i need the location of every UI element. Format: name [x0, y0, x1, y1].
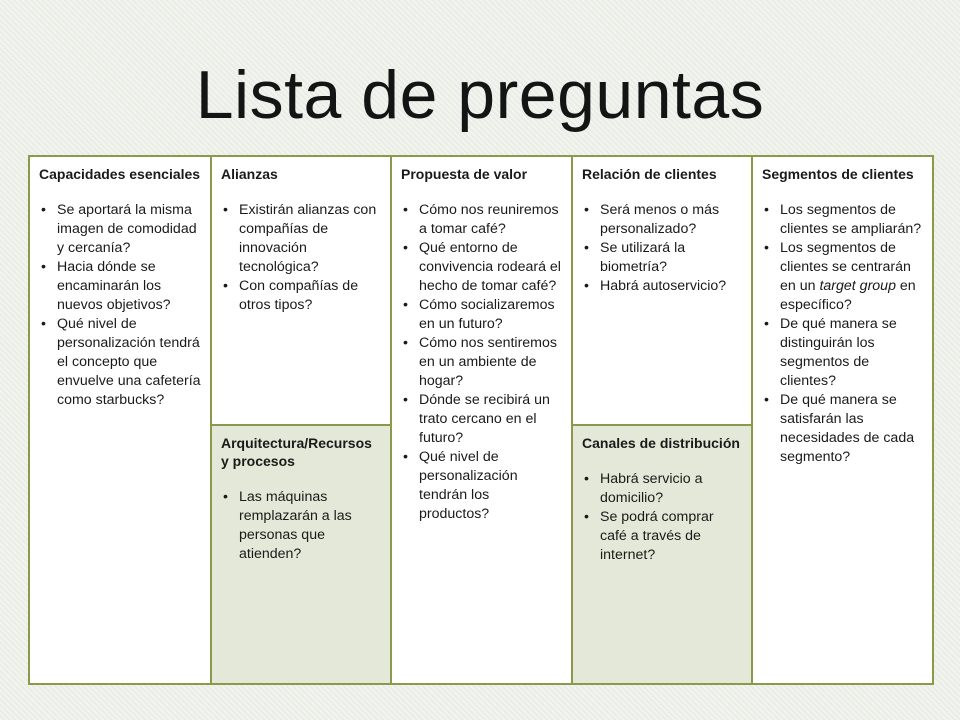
question-list [221, 201, 382, 315]
question-item: • De qué manera se distinguirán los segmentos de clientes? [762, 315, 924, 391]
cell-segmentos-clientes [752, 156, 933, 684]
question-item: • Hacia dónde se encaminarán los nuevos objetivos? [39, 258, 202, 315]
question-list [582, 470, 743, 565]
question-item: • Cómo nos sentiremos en un ambiente de hogar? [401, 334, 563, 391]
question-item: • Cómo socializaremos en un futuro? [401, 296, 563, 334]
question-item: • Con compañías de otros tipos? [221, 277, 382, 315]
cell-propuesta-valor [391, 156, 572, 684]
question-item: • Se podrá comprar café a través de internet? [582, 508, 743, 565]
cell-heading: Relación de clientes [582, 166, 717, 182]
question-item [762, 239, 924, 315]
cell-capacidades [29, 156, 211, 684]
question-item: • Se aportará la misma imagen de comodidad y cercanía? [39, 201, 202, 258]
cell-heading: Propuesta de valor [401, 166, 528, 182]
question-text-part: Los segmentos de clientes se centrarán en un [780, 240, 911, 294]
question-item: • Se utilizará la biometría? [582, 239, 743, 277]
question-list [39, 201, 202, 410]
cell-canales-distribucion [572, 425, 752, 684]
question-item: • Habrá autoservicio? [582, 277, 743, 296]
business-canvas-table [28, 155, 934, 685]
question-item: • Las máquinas remplazarán a las personas que atienden? [221, 488, 382, 564]
cell-relacion-clientes [572, 156, 752, 425]
slide-title: Lista de preguntas [195, 57, 765, 133]
question-item: • Será menos o más personalizado? [582, 201, 743, 239]
cell-heading: Arquitectura/Recursos y procesos [221, 435, 372, 469]
question-item: • Qué nivel de personalización tendrá el concepto que envuelve una cafetería como starbucks? [39, 315, 202, 410]
question-item: • Cómo nos reuniremos a tomar café? [401, 201, 563, 239]
question-item: • Qué entorno de convivencia rodeará el hecho de tomar café? [401, 239, 563, 296]
cell-heading: Alianzas [221, 166, 278, 182]
question-list [221, 488, 382, 564]
question-text-part: en específico? [780, 278, 916, 313]
cell-heading: Capacidades esenciales [39, 166, 201, 182]
cell-heading: Canales de distribución [582, 435, 740, 451]
question-item: • Dónde se recibirá un trato cercano en el futuro? [401, 391, 563, 448]
question-item: • Los segmentos de clientes se ampliarán? [762, 201, 924, 239]
question-list [762, 201, 924, 467]
question-item: • Existirán alianzas con compañías de innovación tecnológica? [221, 201, 382, 277]
question-text-emphasis: target group [819, 278, 896, 294]
cell-arquitectura [211, 425, 391, 684]
question-list [582, 201, 743, 296]
question-list [401, 201, 563, 524]
question-item: • Qué nivel de personalización tendrán los productos? [401, 448, 563, 524]
question-item: • De qué manera se satisfarán las necesidades de cada segmento? [762, 391, 924, 467]
cell-alianzas [211, 156, 391, 425]
cell-heading: Segmentos de clientes [762, 166, 914, 182]
question-item: • Habrá servicio a domicilio? [582, 470, 743, 508]
